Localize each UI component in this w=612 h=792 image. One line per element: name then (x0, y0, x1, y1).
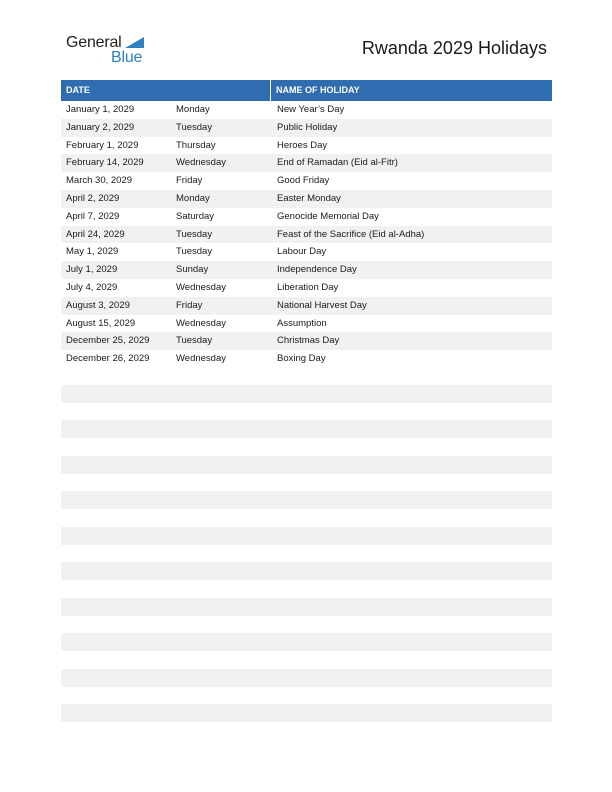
cell-weekday: Wednesday (176, 281, 226, 293)
cell-weekday: Monday (176, 104, 210, 115)
cell-holiday-name: Feast of the Sacrifice (Eid al-Adha) (277, 228, 425, 240)
cell-weekday: Sunday (176, 264, 209, 276)
cell-holiday-name: Independence Day (277, 264, 357, 276)
empty-row (61, 704, 552, 722)
cell-holiday-name: Public Holiday (277, 121, 338, 133)
cell-date: July 1, 2029 (66, 264, 118, 276)
table-row (61, 297, 552, 315)
logo-text-general: General (66, 34, 122, 51)
table-row (61, 315, 552, 333)
header-holiday-name: NAME OF HOLIDAY (276, 85, 360, 95)
cell-weekday: Saturday (176, 210, 215, 222)
cell-weekday: Friday (176, 175, 203, 187)
cell-date: August 15, 2029 (66, 317, 136, 329)
table-row (61, 101, 552, 119)
holiday-table (61, 80, 552, 368)
cell-holiday-name: Good Friday (277, 175, 330, 187)
table-row (61, 154, 552, 172)
cell-holiday-name: Christmas Day (277, 335, 340, 347)
cell-holiday-name: National Harvest Day (277, 299, 367, 311)
table-row (61, 137, 552, 155)
cell-date: March 30, 2029 (66, 175, 133, 187)
page-title: Rwanda 2029 Holidays (361, 38, 547, 58)
header-date: DATE (61, 80, 271, 101)
table-row (61, 261, 552, 279)
empty-row (61, 491, 552, 509)
cell-date: December 26, 2029 (66, 353, 150, 365)
cell-holiday-name: Genocide Memorial Day (277, 210, 379, 222)
empty-row (61, 562, 552, 580)
cell-date: January 2, 2029 (66, 121, 135, 133)
cell-holiday-name: Liberation Day (277, 281, 339, 293)
empty-row (61, 456, 552, 474)
table-row (61, 279, 552, 297)
table-body (61, 101, 552, 368)
empty-row (61, 669, 552, 687)
cell-date: April 7, 2029 (66, 210, 120, 222)
cell-weekday: Wednesday (176, 317, 226, 329)
table-row (61, 119, 552, 137)
empty-row (61, 385, 552, 403)
table-row (61, 243, 552, 261)
table-row (61, 190, 552, 208)
logo-triangle-icon (125, 37, 144, 48)
cell-weekday: Friday (176, 299, 203, 311)
empty-row (61, 527, 552, 545)
cell-holiday-name: Labour Day (277, 246, 327, 258)
generalblue-logo (66, 34, 156, 68)
table-row (61, 208, 552, 226)
cell-weekday: Wednesday (176, 157, 226, 169)
table-header (61, 80, 552, 101)
cell-date: February 14, 2029 (66, 157, 144, 169)
cell-weekday: Tuesday (176, 246, 213, 258)
cell-holiday-name: End of Ramadan (Eid al-Fitr) (277, 157, 398, 169)
cell-holiday-name: Easter Monday (277, 192, 341, 204)
cell-date: January 1, 2029 (66, 104, 135, 115)
cell-weekday: Tuesday (176, 228, 213, 240)
cell-date: May 1, 2029 (66, 246, 119, 258)
cell-holiday-name: Boxing Day (277, 353, 326, 365)
logo-text-blue: Blue (111, 49, 143, 66)
table-row (61, 350, 552, 368)
cell-date: April 24, 2029 (66, 228, 125, 240)
cell-date: August 3, 2029 (66, 299, 130, 311)
empty-row (61, 633, 552, 651)
cell-weekday: Monday (176, 192, 210, 204)
cell-holiday-name: Heroes Day (277, 139, 328, 151)
cell-holiday-name: New Year’s Day (277, 104, 345, 115)
empty-row (61, 420, 552, 438)
cell-weekday: Wednesday (176, 353, 226, 365)
empty-row (61, 598, 552, 616)
table-row (61, 332, 552, 350)
cell-weekday: Tuesday (176, 335, 213, 347)
cell-date: December 25, 2029 (66, 335, 150, 347)
table-row (61, 226, 552, 244)
table-row (61, 172, 552, 190)
cell-date: April 2, 2029 (66, 192, 120, 204)
cell-weekday: Tuesday (176, 121, 213, 133)
cell-holiday-name: Assumption (277, 317, 327, 329)
cell-date: July 4, 2029 (66, 281, 118, 293)
cell-weekday: Thursday (176, 139, 216, 151)
cell-date: February 1, 2029 (66, 139, 139, 151)
